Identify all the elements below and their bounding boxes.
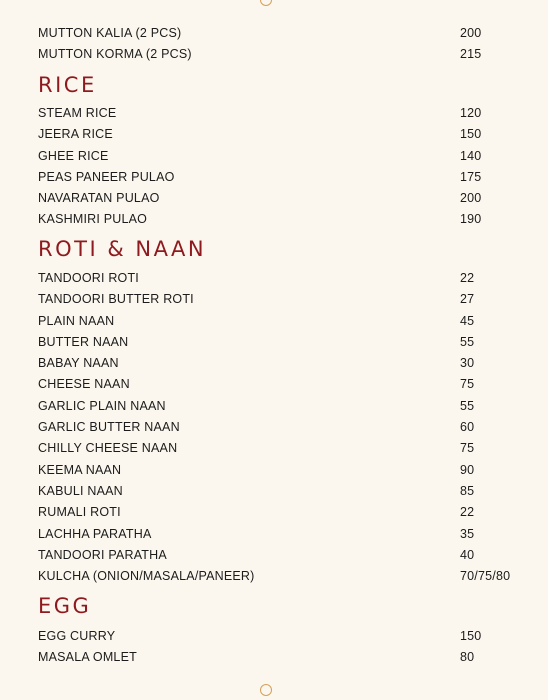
menu-item (38, 545, 518, 566)
item-price: 150 (460, 629, 482, 643)
item-price: 45 (460, 313, 475, 328)
menu-item (38, 311, 518, 332)
item-price: 85 (460, 483, 475, 498)
item-price: 40 (460, 547, 475, 562)
section-heading-rice: RICE (38, 73, 97, 97)
section-heading-egg: EGG (38, 594, 92, 618)
menu-item (38, 502, 518, 523)
item-price: 35 (460, 526, 475, 541)
item-name: BUTTER NAAN (38, 334, 129, 349)
item-price: 80 (460, 650, 475, 665)
menu-item (38, 103, 518, 124)
item-name: JEERA RICE (38, 127, 113, 142)
item-name: LACHHA PARATHA (38, 526, 152, 541)
item-price: 200 (460, 26, 482, 40)
item-price: 190 (460, 212, 482, 227)
item-price: 27 (460, 292, 475, 307)
menu-item (38, 566, 518, 587)
menu-item (38, 167, 518, 188)
item-name: KULCHA (ONION/MASALA/PANEER) (38, 569, 255, 584)
item-price: 30 (460, 356, 475, 371)
item-name: TANDOORI BUTTER ROTI (38, 292, 194, 307)
item-name: PEAS PANEER PULAO (38, 169, 175, 184)
item-name: TANDOORI PARATHA (38, 547, 167, 562)
item-name: MASALA OMLET (38, 650, 137, 665)
item-price: 175 (460, 169, 482, 184)
section-heading-roti-naan: ROTI & NAAN (38, 237, 207, 261)
menu-item (38, 626, 518, 647)
item-name: KEEMA NAAN (38, 462, 122, 477)
item-price: 90 (460, 462, 475, 477)
item-price: 75 (460, 441, 475, 456)
item-price: 22 (460, 271, 475, 285)
item-price: 55 (460, 398, 475, 413)
rice-items-list (38, 103, 518, 231)
item-price: 140 (460, 148, 482, 163)
item-name: GARLIC BUTTER NAAN (38, 420, 180, 435)
item-name: KASHMIRI PULAO (38, 212, 148, 227)
item-price: 60 (460, 420, 475, 435)
item-name: KABULI NAAN (38, 483, 123, 498)
menu-item (38, 209, 518, 230)
item-name: STEAM RICE (38, 106, 117, 120)
menu-item (38, 146, 518, 167)
item-name: GHEE RICE (38, 148, 109, 163)
top-ring-ornament (260, 0, 272, 6)
menu-item (38, 396, 518, 417)
mutton-items-list (38, 23, 518, 66)
item-price: 55 (460, 334, 475, 349)
item-name: NAVARATAN PULAO (38, 191, 160, 206)
item-name: RUMALI ROTI (38, 505, 121, 520)
menu-item (38, 647, 518, 668)
item-price: 150 (460, 127, 482, 142)
item-name: CHILLY CHEESE NAAN (38, 441, 178, 456)
item-name: TANDOORI ROTI (38, 271, 139, 285)
item-name: PLAIN NAAN (38, 313, 115, 328)
menu-item (38, 417, 518, 438)
item-price: 22 (460, 505, 475, 520)
item-name: GARLIC PLAIN NAAN (38, 398, 166, 413)
menu-item (38, 353, 518, 374)
item-name: BABAY NAAN (38, 356, 119, 371)
menu-item (38, 374, 518, 395)
menu-item (38, 268, 518, 289)
item-price: 215 (460, 47, 482, 62)
item-name: MUTTON KORMA (2 PCS) (38, 47, 192, 62)
item-name: EGG CURRY (38, 629, 116, 643)
roti-naan-items-list (38, 268, 518, 587)
menu-item (38, 23, 518, 44)
menu-item (38, 289, 518, 310)
item-price: 120 (460, 106, 482, 120)
menu-item (38, 438, 518, 459)
menu-item (38, 44, 518, 65)
menu-item (38, 524, 518, 545)
bottom-ring-ornament (260, 684, 272, 696)
item-price: 75 (460, 377, 475, 392)
item-price: 70/75/80 (460, 569, 511, 584)
menu-item (38, 188, 518, 209)
menu-item (38, 460, 518, 481)
item-price: 200 (460, 191, 482, 206)
menu-item (38, 124, 518, 145)
menu-item (38, 332, 518, 353)
menu-item (38, 481, 518, 502)
egg-items-list (38, 626, 518, 669)
item-name: CHEESE NAAN (38, 377, 130, 392)
item-name: MUTTON KALIA (2 PCS) (38, 26, 182, 40)
